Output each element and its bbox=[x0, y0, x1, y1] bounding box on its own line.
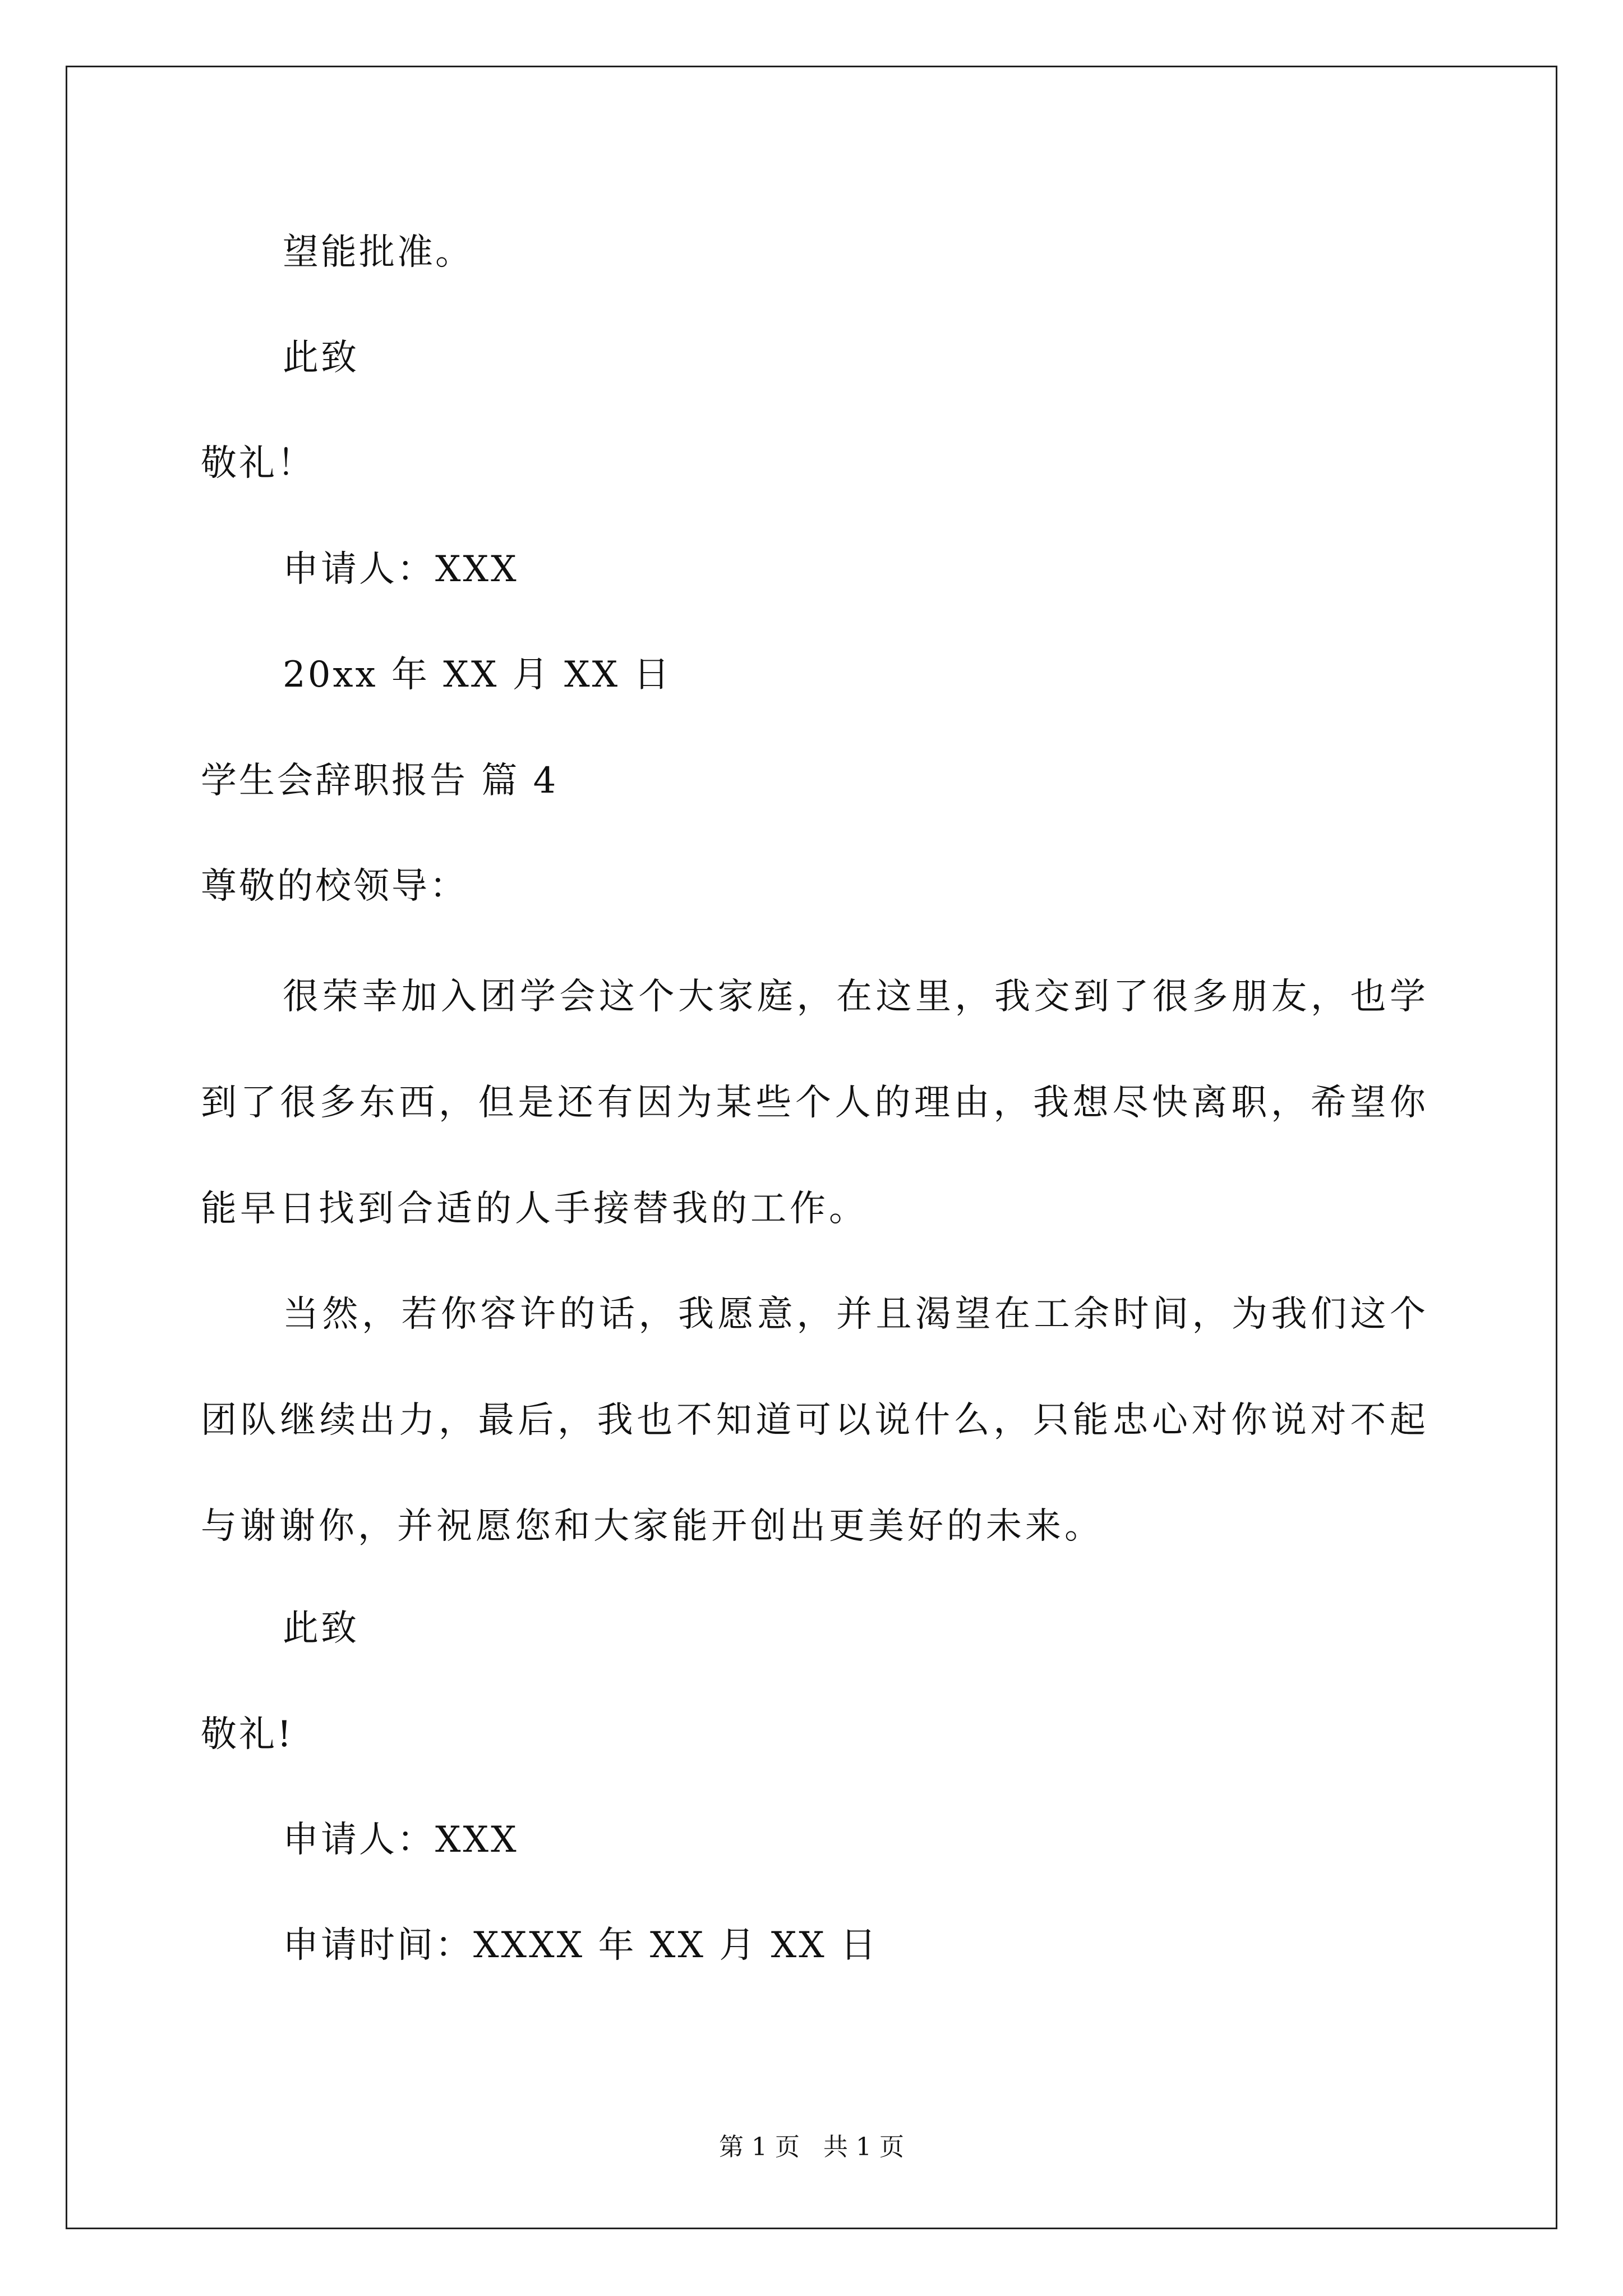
text-line-approval: 望能批准。 bbox=[283, 232, 473, 273]
greeting: 尊敬的校领导： bbox=[201, 866, 468, 907]
body-paragraph-1: 很荣幸加入团学会这个大家庭，在这里，我交到了很多朋友，也学到了很多东西，但是还有因为某些个人的理由，我想尽快离职，希望你能早日找到合适的人手接替我的工作。 bbox=[201, 976, 1429, 1230]
closing-date: 申请时间：XXXX 年 XX 月 XX 日 bbox=[283, 1925, 879, 1966]
page-footer: 第 1 页 共 1 页 bbox=[719, 2133, 904, 2161]
text-line-applicant: 申请人：XXX bbox=[283, 549, 519, 590]
closing-salutation: 此致 bbox=[283, 1608, 359, 1649]
text-line-date: 20xx 年 XX 月 XX 日 bbox=[283, 654, 672, 696]
body-paragraph-2: 当然，若你容许的话，我愿意，并且渴望在工余时间，为我们这个团队继续出力，最后，我也不知道可以说什么，只能忠心对你说对不起与谢谢你，并祝愿您和大家能开创出更美好的未来。 bbox=[201, 1294, 1429, 1547]
text-line-salutation: 此致 bbox=[283, 337, 359, 379]
section-heading: 学生会辞职报告 篇 4 bbox=[201, 760, 559, 802]
text-line-regards: 敬礼！ bbox=[201, 443, 315, 484]
closing-regards: 敬礼! bbox=[201, 1714, 294, 1755]
closing-applicant: 申请人：XXX bbox=[283, 1819, 519, 1861]
